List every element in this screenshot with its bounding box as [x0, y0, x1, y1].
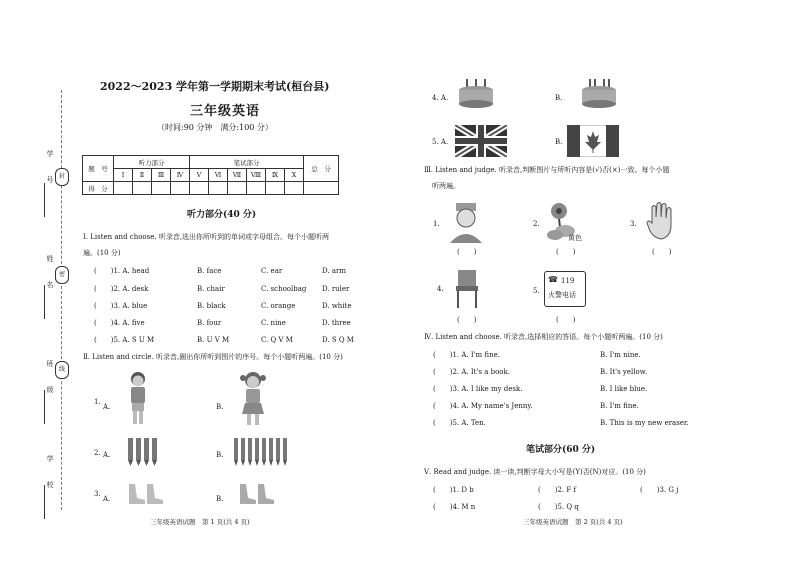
q2-number: 2. — [94, 449, 101, 457]
boy-picture — [124, 370, 152, 428]
q2-option-label[interactable]: B. — [216, 403, 224, 411]
score-cell[interactable] — [228, 182, 247, 195]
q1-option: D. S Q M — [322, 336, 354, 344]
score-cell[interactable] — [133, 182, 152, 195]
item-label[interactable]: 4. A. — [432, 94, 449, 102]
section-numeral: Ⅴ — [190, 169, 209, 182]
score-cell[interactable] — [247, 182, 266, 195]
score-cell[interactable] — [171, 182, 190, 195]
q4-option: B. It's yellow. — [600, 368, 648, 376]
birthday-cake-picture — [579, 76, 619, 110]
q5-item[interactable]: ( )2. F f — [538, 486, 577, 494]
q5-instruction: Ⅴ. Read and judge. 读一读,判断字母大小写是(Y)否(N)对应。(10 分) — [424, 468, 646, 476]
item-label[interactable]: 5. A. — [432, 138, 449, 146]
score-row-label: 得 分 — [83, 182, 114, 195]
binding-label-name: 姓 名 — [46, 255, 54, 294]
binding-dashed-line — [61, 90, 62, 510]
q4-instruction: Ⅳ. Listen and choose. 听录音,选择相应的答语。每个小题听两遍。(10 分) — [424, 333, 663, 341]
chair-picture — [452, 268, 482, 310]
q2-number: 1. — [94, 398, 101, 406]
seal-mark: 封 — [55, 168, 69, 186]
listening-header: 听力部分 — [114, 156, 190, 169]
q1-item[interactable]: ( )2. A. desk — [94, 285, 149, 293]
total-header: 总 分 — [304, 156, 339, 182]
q3-number: 1. — [433, 220, 440, 228]
q1-option: B. chair — [197, 285, 225, 293]
q1-option: B. four — [197, 319, 222, 327]
q3-number: 2. — [533, 220, 540, 228]
score-cell-total[interactable] — [304, 182, 339, 195]
q1-option: C. Q V M — [261, 336, 293, 344]
q1-option: D. ruler — [322, 285, 350, 293]
item-label[interactable]: B. — [555, 94, 563, 102]
class-blank[interactable] — [44, 390, 45, 424]
student-id-blank[interactable] — [44, 183, 45, 217]
q4-item[interactable]: ( )5. A. Ten. — [433, 419, 486, 427]
score-cell[interactable] — [114, 182, 133, 195]
q1-option: B. face — [197, 267, 222, 275]
q3-answer-blank[interactable]: ( ) — [457, 248, 477, 256]
q3-answer-blank[interactable]: ( ) — [652, 248, 672, 256]
section-numeral: Ⅱ — [133, 169, 152, 182]
q1-instruction-cont: 遍。(10 分) — [83, 249, 121, 257]
q3-instruction: Ⅲ. Listen and judge. 听录音,判断图片与所听内容是(√)否(×)一致。每个小题 — [424, 166, 670, 174]
q2-option-label[interactable]: A. — [103, 403, 111, 411]
canada-flag-icon — [567, 125, 619, 157]
crayons-picture — [233, 436, 291, 468]
q5-item[interactable]: ( )5. Q q — [538, 503, 579, 511]
school-blank[interactable] — [44, 485, 45, 519]
q1-item[interactable]: ( )5. A. S U M — [94, 336, 155, 344]
flower-color-label: 黄色 — [568, 234, 582, 242]
listening-heading: 听力部分(40 分) — [187, 210, 257, 220]
q4-item[interactable]: ( )4. A. My name's Jenny. — [433, 402, 533, 410]
item-label[interactable]: B. — [555, 138, 563, 146]
score-table — [82, 155, 339, 195]
q1-option: C. schoolbag — [261, 285, 307, 293]
q2-option-label[interactable]: B. — [216, 451, 224, 459]
section-numeral: Ⅳ — [171, 169, 190, 182]
q4-option: B. I like blue. — [600, 385, 648, 393]
q1-option: D. white — [322, 302, 352, 310]
q2-option-label[interactable]: B. — [216, 495, 224, 503]
score-cell[interactable] — [285, 182, 304, 195]
q1-item[interactable]: ( )1. A. head — [94, 267, 150, 275]
nurse-picture — [446, 201, 486, 243]
uk-flag-icon — [455, 125, 507, 157]
q4-item[interactable]: ( )2. A. It's a book. — [433, 368, 510, 376]
pencils-picture — [127, 436, 161, 468]
q3-number: 4. — [437, 285, 444, 293]
q4-option: B. I'm fine. — [600, 402, 639, 410]
birthday-cake-picture — [456, 76, 496, 110]
binding-label-class: 班 级 — [46, 360, 54, 399]
q2-option-label[interactable]: A. — [103, 451, 111, 459]
q3-answer-blank[interactable]: ( ) — [457, 316, 477, 324]
q2-number: 3. — [94, 490, 101, 498]
written-heading: 笔试部分(60 分) — [526, 445, 596, 455]
exam-subtitle: 三年级英语 — [190, 104, 261, 119]
q5-item[interactable]: ( )4. M n — [433, 503, 476, 511]
section-numeral: Ⅸ — [266, 169, 285, 182]
seal-mark: 线 — [55, 361, 69, 379]
q4-option: B. I'm nine. — [600, 351, 641, 359]
section-numeral: Ⅹ — [285, 169, 304, 182]
score-cell[interactable] — [209, 182, 228, 195]
q1-option: B. U V M — [197, 336, 230, 344]
q2-instruction: Ⅱ. Listen and circle. 听录音,圈出你所听到图片的序号。每个小题听两遍。(10 分) — [83, 353, 343, 361]
q1-option: C. orange — [261, 302, 296, 310]
exam-title: 2022～2023 学年第一学期期末考试(桓台县) — [100, 80, 330, 93]
q1-item[interactable]: ( )4. A. five — [94, 319, 145, 327]
score-cell[interactable] — [152, 182, 171, 195]
phone-icon: ☎ — [548, 275, 558, 284]
binding-label-student-id: 学 号 — [46, 150, 54, 189]
right-page-footer: 三年级英语试题 第 2 页(共 4 页) — [523, 518, 623, 526]
exam-time-info: （时间:90 分钟 满分:100 分） — [157, 123, 273, 132]
feet-picture — [236, 482, 276, 506]
q3-number: 3. — [630, 220, 637, 228]
binding-label-school: 学 校 — [46, 455, 54, 494]
q3-instruction-cont: 听两遍。 — [432, 182, 460, 190]
score-cell[interactable] — [266, 182, 285, 195]
score-cell[interactable] — [190, 182, 209, 195]
q3-answer-blank[interactable]: ( ) — [556, 316, 576, 324]
fire-phone-card — [544, 271, 586, 307]
q2-option-label[interactable]: A. — [103, 495, 111, 503]
phone-label: 火警电话 — [548, 291, 576, 299]
section-numeral: Ⅷ — [247, 169, 266, 182]
q1-option: C. nine — [261, 319, 286, 327]
feet-picture — [125, 482, 165, 506]
q4-item[interactable]: ( )3. A. I like my desk. — [433, 385, 523, 393]
q4-option: B. This is my new eraser. — [600, 419, 689, 427]
section-numeral: Ⅶ — [228, 169, 247, 182]
q1-option: B. black — [197, 302, 226, 310]
hand-picture — [646, 201, 680, 243]
seal-mark: 密 — [55, 266, 69, 284]
score-table-label: 题 号 — [83, 156, 114, 182]
q5-item[interactable]: ( )1. D b — [433, 486, 474, 494]
name-blank[interactable] — [44, 285, 45, 319]
q3-number: 5. — [533, 287, 540, 295]
left-page-footer: 三年级英语试题 第 1 页(共 4 页) — [150, 518, 250, 526]
section-numeral: Ⅰ — [114, 169, 133, 182]
q5-item[interactable]: ( )3. G j — [640, 486, 679, 494]
q1-instruction: Ⅰ. Listen and choose. 听录音,选出你所听到的单词或字母组合。每个小题听两 — [83, 233, 330, 241]
q1-option: C. ear — [261, 267, 283, 275]
written-header: 笔试部分 — [190, 156, 304, 169]
phone-number: 119 — [561, 277, 575, 285]
section-numeral: Ⅲ — [152, 169, 171, 182]
girl-picture — [236, 370, 270, 428]
q1-option: D. arm — [322, 267, 346, 275]
q1-item[interactable]: ( )3. A. blue — [94, 302, 148, 310]
q1-option: D. three — [322, 319, 351, 327]
section-numeral: Ⅵ — [209, 169, 228, 182]
q3-answer-blank[interactable]: ( ) — [556, 248, 576, 256]
q4-item[interactable]: ( )1. A. I'm fine. — [433, 351, 500, 359]
